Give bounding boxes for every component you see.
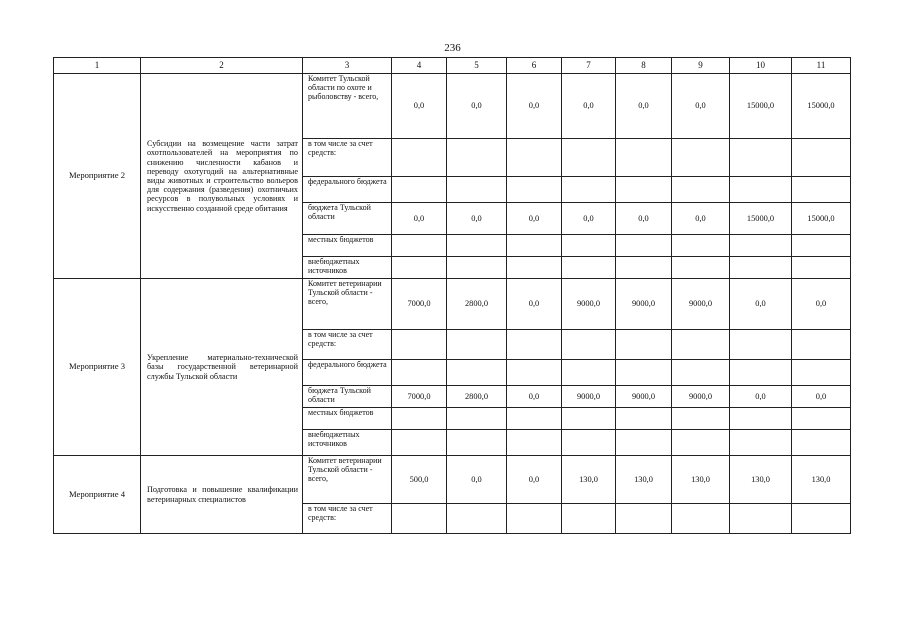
value-cell: 15000,0 (792, 74, 851, 139)
funding-table (53, 57, 851, 534)
value-cell (616, 257, 672, 279)
value-cell: 0,0 (562, 203, 616, 235)
table-body (54, 58, 851, 534)
value-cell (447, 408, 507, 430)
value-cell (730, 504, 792, 534)
value-cell (616, 360, 672, 386)
header-cell: 8 (616, 58, 672, 74)
value-cell (392, 177, 447, 203)
value-cell (730, 430, 792, 456)
value-cell (507, 257, 562, 279)
value-cell: 0,0 (562, 74, 616, 139)
value-cell: 0,0 (447, 203, 507, 235)
value-cell: 15000,0 (792, 203, 851, 235)
header-cell: 2 (141, 58, 303, 74)
value-cell (507, 430, 562, 456)
value-cell (730, 408, 792, 430)
value-cell: 15000,0 (730, 74, 792, 139)
value-cell: 9000,0 (672, 279, 730, 330)
value-cell (616, 408, 672, 430)
value-cell (447, 139, 507, 177)
value-cell: 0,0 (672, 203, 730, 235)
value-cell: 7000,0 (392, 279, 447, 330)
header-cell: 7 (562, 58, 616, 74)
funding-source: Комитет ветеринарии Тульской области - всего, (303, 456, 392, 504)
value-cell (792, 139, 851, 177)
value-cell: 15000,0 (730, 203, 792, 235)
table-row (54, 74, 851, 139)
value-cell (447, 235, 507, 257)
value-cell: 0,0 (392, 203, 447, 235)
value-cell (562, 177, 616, 203)
header-cell: 11 (792, 58, 851, 74)
value-cell (447, 504, 507, 534)
value-cell: 9000,0 (562, 279, 616, 330)
funding-source: в том числе за счет средств: (303, 504, 392, 534)
value-cell (616, 330, 672, 360)
value-cell (562, 360, 616, 386)
value-cell: 0,0 (447, 456, 507, 504)
value-cell: 9000,0 (562, 386, 616, 408)
funding-source: федерального бюджета (303, 360, 392, 386)
value-cell (447, 360, 507, 386)
measure-name: Мероприятие 2 (54, 74, 141, 279)
value-cell (392, 235, 447, 257)
value-cell (447, 430, 507, 456)
funding-source: бюджета Тульской области (303, 386, 392, 408)
value-cell: 0,0 (507, 203, 562, 235)
header-cell: 1 (54, 58, 141, 74)
measure-name: Мероприятие 3 (54, 279, 141, 456)
header-cell: 6 (507, 58, 562, 74)
funding-source: внебюджетных источников (303, 257, 392, 279)
value-cell (672, 257, 730, 279)
value-cell: 500,0 (392, 456, 447, 504)
value-cell: 2800,0 (447, 279, 507, 330)
value-cell: 0,0 (447, 74, 507, 139)
header-cell: 5 (447, 58, 507, 74)
value-cell: 0,0 (730, 386, 792, 408)
value-cell (562, 257, 616, 279)
measure-description: Подготовка и повышение квалификации ветеринарных специалистов (141, 456, 303, 534)
value-cell (562, 235, 616, 257)
value-cell (507, 235, 562, 257)
funding-source: внебюджетных источников (303, 430, 392, 456)
measure-name: Мероприятие 4 (54, 456, 141, 534)
value-cell (616, 177, 672, 203)
header-row (54, 58, 851, 74)
funding-source: федерального бюджета (303, 177, 392, 203)
value-cell (672, 235, 730, 257)
value-cell: 0,0 (616, 203, 672, 235)
value-cell (447, 330, 507, 360)
value-cell (392, 504, 447, 534)
value-cell (447, 257, 507, 279)
value-cell (392, 430, 447, 456)
value-cell (616, 235, 672, 257)
value-cell (507, 139, 562, 177)
value-cell (562, 330, 616, 360)
value-cell: 0,0 (730, 279, 792, 330)
value-cell (672, 504, 730, 534)
value-cell (792, 257, 851, 279)
value-cell (792, 430, 851, 456)
value-cell (792, 330, 851, 360)
funding-source: бюджета Тульской области (303, 203, 392, 235)
funding-source: местных бюджетов (303, 235, 392, 257)
value-cell: 130,0 (562, 456, 616, 504)
value-cell: 2800,0 (447, 386, 507, 408)
value-cell (562, 504, 616, 534)
value-cell (507, 504, 562, 534)
value-cell (792, 408, 851, 430)
value-cell (447, 177, 507, 203)
funding-source: Комитет Тульской области по охоте и рыболовству - всего, (303, 74, 392, 139)
value-cell (507, 408, 562, 430)
value-cell: 0,0 (672, 74, 730, 139)
value-cell: 130,0 (672, 456, 730, 504)
table-row (54, 456, 851, 504)
value-cell (792, 360, 851, 386)
value-cell (730, 360, 792, 386)
value-cell (562, 430, 616, 456)
value-cell (730, 177, 792, 203)
value-cell: 0,0 (507, 386, 562, 408)
value-cell (507, 360, 562, 386)
value-cell: 9000,0 (672, 386, 730, 408)
value-cell: 0,0 (507, 74, 562, 139)
value-cell (730, 235, 792, 257)
header-cell: 9 (672, 58, 730, 74)
measure-description: Субсидии на возмещение части затрат охотпользователей на мероприятия по снижению численности кабанов и переводу охотугодий на альтернативные виды животных и строительство вольеров для содержания (разведения) охотничьих ресурсов в полувольных условиях и искусственно созданной среде обитания (141, 74, 303, 279)
value-cell (672, 360, 730, 386)
table-row (54, 279, 851, 330)
value-cell: 0,0 (392, 74, 447, 139)
value-cell (562, 408, 616, 430)
value-cell (507, 177, 562, 203)
value-cell (616, 430, 672, 456)
value-cell (730, 257, 792, 279)
value-cell (392, 408, 447, 430)
value-cell (392, 139, 447, 177)
funding-source: местных бюджетов (303, 408, 392, 430)
value-cell (616, 139, 672, 177)
measure-description: Укрепление материально-технической базы государственной ветеринарной службы Тульской области (141, 279, 303, 456)
value-cell: 9000,0 (616, 386, 672, 408)
value-cell: 0,0 (616, 74, 672, 139)
value-cell (730, 330, 792, 360)
page-number: 236 (444, 42, 461, 54)
value-cell (672, 330, 730, 360)
value-cell (507, 330, 562, 360)
value-cell: 0,0 (792, 279, 851, 330)
value-cell (392, 330, 447, 360)
header-cell: 3 (303, 58, 392, 74)
funding-source: в том числе за счет средств: (303, 330, 392, 360)
value-cell (562, 139, 616, 177)
value-cell (392, 257, 447, 279)
value-cell (392, 360, 447, 386)
value-cell: 9000,0 (616, 279, 672, 330)
value-cell (672, 139, 730, 177)
funding-source: Комитет ветеринарии Тульской области - всего, (303, 279, 392, 330)
header-cell: 4 (392, 58, 447, 74)
header-cell: 10 (730, 58, 792, 74)
value-cell: 0,0 (507, 456, 562, 504)
value-cell (792, 504, 851, 534)
value-cell (792, 235, 851, 257)
value-cell (792, 177, 851, 203)
value-cell (672, 408, 730, 430)
value-cell: 0,0 (507, 279, 562, 330)
value-cell: 7000,0 (392, 386, 447, 408)
funding-source: в том числе за счет средств: (303, 139, 392, 177)
value-cell (672, 430, 730, 456)
value-cell: 130,0 (616, 456, 672, 504)
value-cell: 130,0 (792, 456, 851, 504)
value-cell: 0,0 (792, 386, 851, 408)
value-cell: 130,0 (730, 456, 792, 504)
value-cell (616, 504, 672, 534)
value-cell (730, 139, 792, 177)
value-cell (672, 177, 730, 203)
